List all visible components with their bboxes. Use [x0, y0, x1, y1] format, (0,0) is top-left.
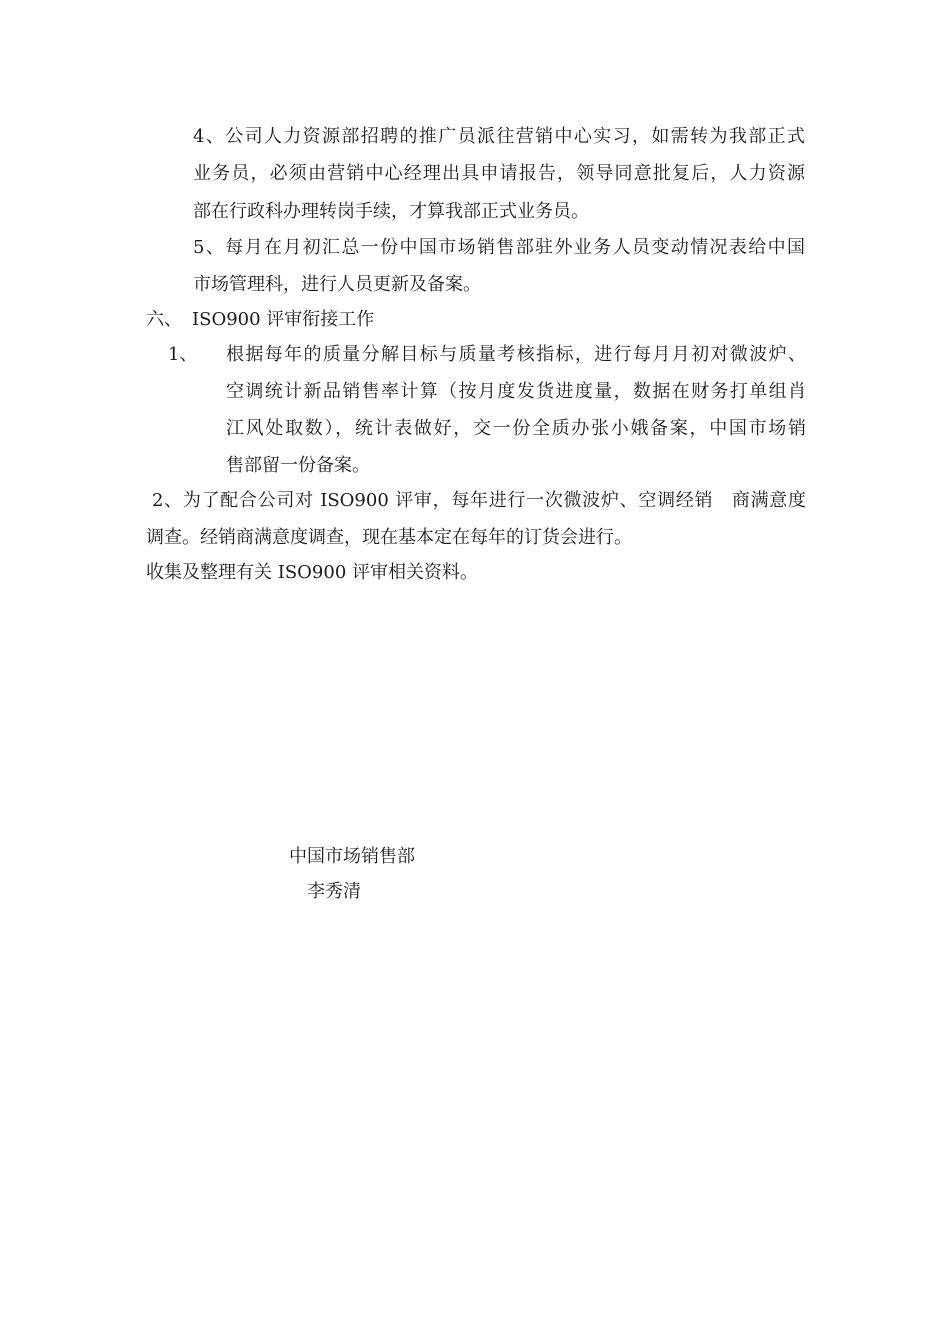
sub2-line2: 调查。经销商满意度调查，现在基本定在每年的订货会进行。	[146, 527, 632, 548]
sub1-line2: 空调统计新品销售率计算（按月度发货进度量，数据在财务打单组肖	[226, 381, 806, 402]
signature-department: 中国市场销售部	[289, 846, 415, 867]
sub1-line4: 售部留一份备案。	[226, 455, 370, 476]
item5-line2: 市场管理科，进行人员更新及备案。	[193, 274, 481, 295]
sub1-line3: 江风处取数），统计表做好，交一份全质办张小娥备案，中国市场销	[226, 418, 806, 439]
closing-line: 收集及整理有关 ISO900 评审相关资料。	[146, 562, 478, 583]
item4-line2: 业务员，必须由营销中心经理出具申请报告，领导同意批复后，人力资源	[193, 163, 805, 184]
sub2-line1: 2、为了配合公司对 ISO900 评审，每年进行一次微波炉、空调经销 商满意度	[152, 490, 806, 511]
item4-line1: 4、公司人力资源部招聘的推广员派往营销中心实习，如需转为我部正式	[193, 126, 805, 147]
item5-line1: 5、每月在月初汇总一份中国市场销售部驻外业务人员变动情况表给中国	[193, 237, 805, 258]
signature-name: 李秀清	[307, 881, 361, 902]
item4-line3: 部在行政科办理转岗手续，才算我部正式业务员。	[193, 201, 589, 222]
section6-title: ISO900 评审衔接工作	[192, 309, 375, 330]
section6-number: 六、	[146, 309, 182, 330]
sub1-line1: 根据每年的质量分解目标与质量考核指标，进行每月月初对微波炉、	[226, 344, 806, 365]
sub1-number: 1、	[168, 344, 198, 365]
